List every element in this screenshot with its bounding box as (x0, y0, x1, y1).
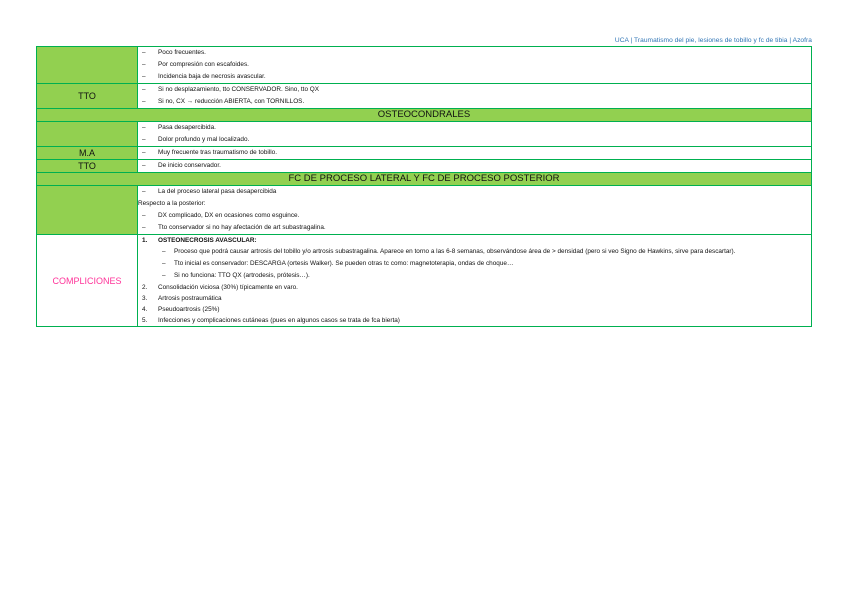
item-text: Artrosis postraumática (158, 295, 222, 302)
section-header-row (37, 109, 812, 122)
list-item: – Tto conservador si no hay afectación de art subastragalina. (138, 222, 811, 234)
item-number: 3. (142, 295, 148, 302)
list-item: – La del proceso lateral pasa desapercibida (138, 186, 811, 198)
list-item: – Incidencia baja de necrosis avascular. (138, 71, 811, 83)
list-item: – Por compresión con escafoides. (138, 59, 811, 71)
numbered-item (138, 293, 811, 304)
item-number: 5. (142, 317, 148, 324)
item-text: Infecciones y complicaciones cutáneas (pues en algunos casos se trata de fca bierta) (158, 317, 400, 324)
list-item: – DX complicado, DX en ocasiones como esguince. (138, 210, 811, 222)
row-label-tto: TTO (37, 84, 138, 109)
table-row (37, 122, 812, 147)
table-row (37, 160, 812, 173)
subheading: Respecto a la posterior: (138, 200, 206, 207)
table-row (37, 147, 812, 160)
numbered-item (138, 315, 811, 326)
section-title-fc: FC DE PROCESO LATERAL Y FC DE PROCESO POSTERIOR (37, 173, 812, 186)
list-item: – Si no, CX → reducción ABIERTA, con TORNILLOS. (138, 96, 811, 108)
row-content (138, 235, 812, 327)
sub-list-item: – Tto inicial es conservador: DESCARGA (ortesis Walker). Se pueden otras tc como: magnetoterapia, ondas de choque… (138, 258, 811, 270)
table-row (37, 47, 812, 84)
row-label-tto: TTO (37, 160, 138, 173)
item-number: 4. (142, 306, 148, 313)
sub-list-item: – Proceso que podrá causar artrosis del tobillo y/o artrosis subastragalina. Aparece en torno a las 6-8 semanas, observándose área de > densidad (pero si veo Signo de Hawkins, sirve para descartar). (138, 246, 811, 258)
list-item: – Dolor profundo y mal localizado. (138, 134, 811, 146)
row-label-complicaciones: COMPLICIONES (37, 235, 138, 327)
row-label-empty (37, 122, 138, 147)
list-item: – De inicio conservador. (138, 160, 811, 172)
section-title-osteocondrales: OSTEOCONDRALES (37, 109, 812, 122)
item-text: OSTEONECROSIS AVASCULAR: (158, 237, 257, 244)
sub-list-item: – Si no funciona: TTO QX (artrodesis, prótesis…). (138, 270, 811, 282)
table-row (37, 235, 812, 327)
page-header: UCA | Traumatismo del pie, lesiones de tobillo y fc de tibia | Azofra (614, 37, 812, 44)
row-content (138, 186, 812, 235)
item-number: 2. (142, 284, 148, 291)
row-content (138, 122, 812, 147)
item-text: Pseudoartrosis (25%) (158, 306, 220, 313)
row-label-empty (37, 47, 138, 84)
item-text: Consolidación viciosa (30%) típicamente en varo. (158, 284, 298, 291)
row-content (138, 84, 812, 109)
item-number: 1. (142, 237, 148, 244)
row-content (138, 47, 812, 84)
table-row (37, 186, 812, 235)
list-item: – Pasa desapercibida. (138, 122, 811, 134)
notes-table (36, 46, 812, 327)
row-label-empty (37, 186, 138, 235)
numbered-item (138, 235, 811, 246)
row-content (138, 160, 812, 173)
numbered-item (138, 282, 811, 293)
numbered-item (138, 304, 811, 315)
row-content (138, 147, 812, 160)
list-item: – Muy frecuente tras traumatismo de tobillo. (138, 147, 811, 159)
list-item: – Si no desplazamiento, tto CONSERVADOR. Sino, tto QX (138, 84, 811, 96)
list-item: – Poco frecuentes. (138, 47, 811, 59)
section-header-row (37, 173, 812, 186)
row-label-ma: M.A (37, 147, 138, 160)
table-row (37, 84, 812, 109)
